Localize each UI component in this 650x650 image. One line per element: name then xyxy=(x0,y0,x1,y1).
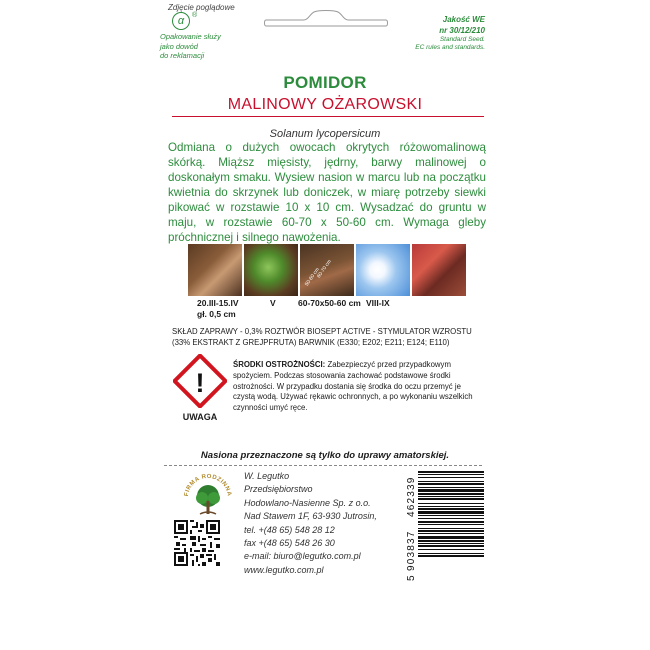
harvest-photo xyxy=(412,244,466,296)
barcode-bar xyxy=(418,496,484,497)
barcode-bar xyxy=(418,543,484,544)
certificate-block xyxy=(160,12,230,61)
barcode-first-digit: 5 xyxy=(406,575,417,581)
product-title: POMIDOR xyxy=(283,73,367,92)
barcode-bar xyxy=(418,489,484,492)
barcode-bar xyxy=(418,477,484,478)
ean-barcode xyxy=(398,469,486,581)
certificate-line: jako dowód xyxy=(160,41,198,51)
quality-block xyxy=(415,14,485,52)
barcode-bar xyxy=(418,540,484,542)
certificate-line: Opakowanie służy xyxy=(160,32,221,41)
barcode-bar xyxy=(418,545,484,547)
quality-rules: EC rules and standards. xyxy=(415,44,485,51)
sowing-depth: gł. 0,5 cm xyxy=(197,309,236,319)
amateur-use-note: Nasiona przeznaczone są tylko do uprawy amatorskiej. xyxy=(200,450,450,461)
product-variety: MALINOWY OŻAROWSKI xyxy=(227,96,423,113)
hazard-symbol: ! xyxy=(195,368,205,398)
photo-disclaimer: Zdjęcie poglądowe xyxy=(168,3,235,12)
quality-standard: Standard Seed. xyxy=(439,36,485,43)
photo-strip xyxy=(188,244,468,296)
barcode-bar xyxy=(418,530,484,532)
firm-logo-text: FIRMA RODZINNA xyxy=(184,473,233,497)
barcode-bar xyxy=(418,471,484,473)
quality-label: Jakość WE xyxy=(442,15,485,24)
fax-number: fax +(48 65) 548 26 30 xyxy=(244,538,335,549)
registered-mark: ® xyxy=(192,12,198,19)
hang-slot xyxy=(264,0,388,28)
latin-name: Solanum lycopersicum xyxy=(269,128,381,140)
caution-body: Zabezpieczyć przed przypadkowym spożyciem. Podczas stosowania zachować podstawowe środki ostrożności. W przypadku dostania się środka do oczu przemyć je czystą wodą. Używać rękawic ochronnych, a po wykonaniu wszelkich czynności umyć ręce. xyxy=(233,360,473,413)
street-address: Nad Stawem 1F, 63-930 Jutrosin, xyxy=(244,511,377,522)
barcode-bar xyxy=(418,474,484,475)
barcode-bar xyxy=(418,536,484,539)
sowing-period: 20.III-15.IV xyxy=(197,298,239,308)
section-divider xyxy=(164,465,482,466)
website-link[interactable]: www.legutko.com.pl xyxy=(244,564,324,575)
seed-dressing-composition: SKŁAD ZAPRAWY - 0,3% ROZTWÓR BIOSEPT ACTIVE - STYMULATOR WZROSTU (33% EKSTRAKT Z GREJPFRUTA) BARWNIK (E330; E202; E211; E124; E110) xyxy=(172,327,472,347)
certificate-logo xyxy=(172,12,230,30)
barcode-bar xyxy=(418,508,484,510)
barcode-bar xyxy=(418,533,484,534)
barcode-bar xyxy=(418,528,484,529)
barcode-group-2: 462339 xyxy=(406,476,417,517)
barcode-bar xyxy=(418,506,484,507)
barcode-bar xyxy=(418,521,484,523)
qr-code[interactable] xyxy=(174,520,220,566)
alpha-icon: α xyxy=(172,12,190,30)
company-address xyxy=(244,470,377,577)
barcode-bar xyxy=(418,555,484,557)
company-legal-name: Hodowlano-Nasienne Sp. z o.o. xyxy=(244,497,371,508)
phone-number: tel. +(48 65) 548 28 12 xyxy=(244,524,335,535)
sun-photo xyxy=(356,244,410,296)
hazard-exclamation-icon xyxy=(173,354,227,408)
barcode-bar xyxy=(418,487,484,488)
product-description: Odmiana o dużych owocach okrytych różowomalinową skórką. Miąższ mięsisty, jędrny, barwy malinowej o doskonałym smaku. Wysiew nasion w marcu lub na początku kwietnia do skrzynek lub doniczek, w miarę potrzeby siewki pikować w rozstawie 10 x 10 cm. Wysadzać do gruntu w maju, w rozstawie 60-70 x 50-60 cm. Wymaga gleby próchnicznej i silnego nawożenia. xyxy=(168,141,486,244)
barcode-bar xyxy=(418,524,484,525)
caution-heading: ŚRODKI OSTROŻNOŚCI: xyxy=(233,360,326,369)
email-link[interactable]: e-mail: biuro@legutko.com.pl xyxy=(244,551,361,562)
planting-photo xyxy=(300,244,354,296)
harvest-period: VIII-IX xyxy=(366,298,390,308)
caution-text xyxy=(233,360,485,414)
barcode-bar xyxy=(418,498,484,500)
spacing-measure-a: 60-70 cm xyxy=(315,258,333,280)
barcode-bar xyxy=(418,549,484,550)
barcode-bar xyxy=(418,515,484,516)
hazard-block xyxy=(172,354,228,422)
quality-number: nr 30/12/210 xyxy=(439,26,485,35)
plant-spacing: 60-70x50-60 cm xyxy=(298,298,361,308)
barcode-bar xyxy=(418,481,484,482)
barcode-bar xyxy=(418,503,484,504)
certificate-line: do reklamacji xyxy=(160,51,205,60)
barcode-bar xyxy=(418,483,484,485)
barcode-bar xyxy=(418,553,484,554)
sowing-photo xyxy=(188,244,242,296)
hazard-label: UWAGA xyxy=(182,412,218,422)
family-company-logo xyxy=(180,468,236,524)
seedling-photo xyxy=(244,244,298,296)
title-divider xyxy=(172,116,484,117)
planting-month: V xyxy=(270,298,276,308)
spacing-measure-b: 50-60 cm xyxy=(303,266,321,288)
barcode-bar xyxy=(418,511,484,514)
barcode-bar xyxy=(418,493,484,495)
barcode-group-1: 903837 xyxy=(406,530,417,571)
company-name: W. Legutko xyxy=(244,471,290,481)
company-type: Przedsiębiorstwo xyxy=(244,484,313,495)
barcode-bar xyxy=(418,518,484,519)
